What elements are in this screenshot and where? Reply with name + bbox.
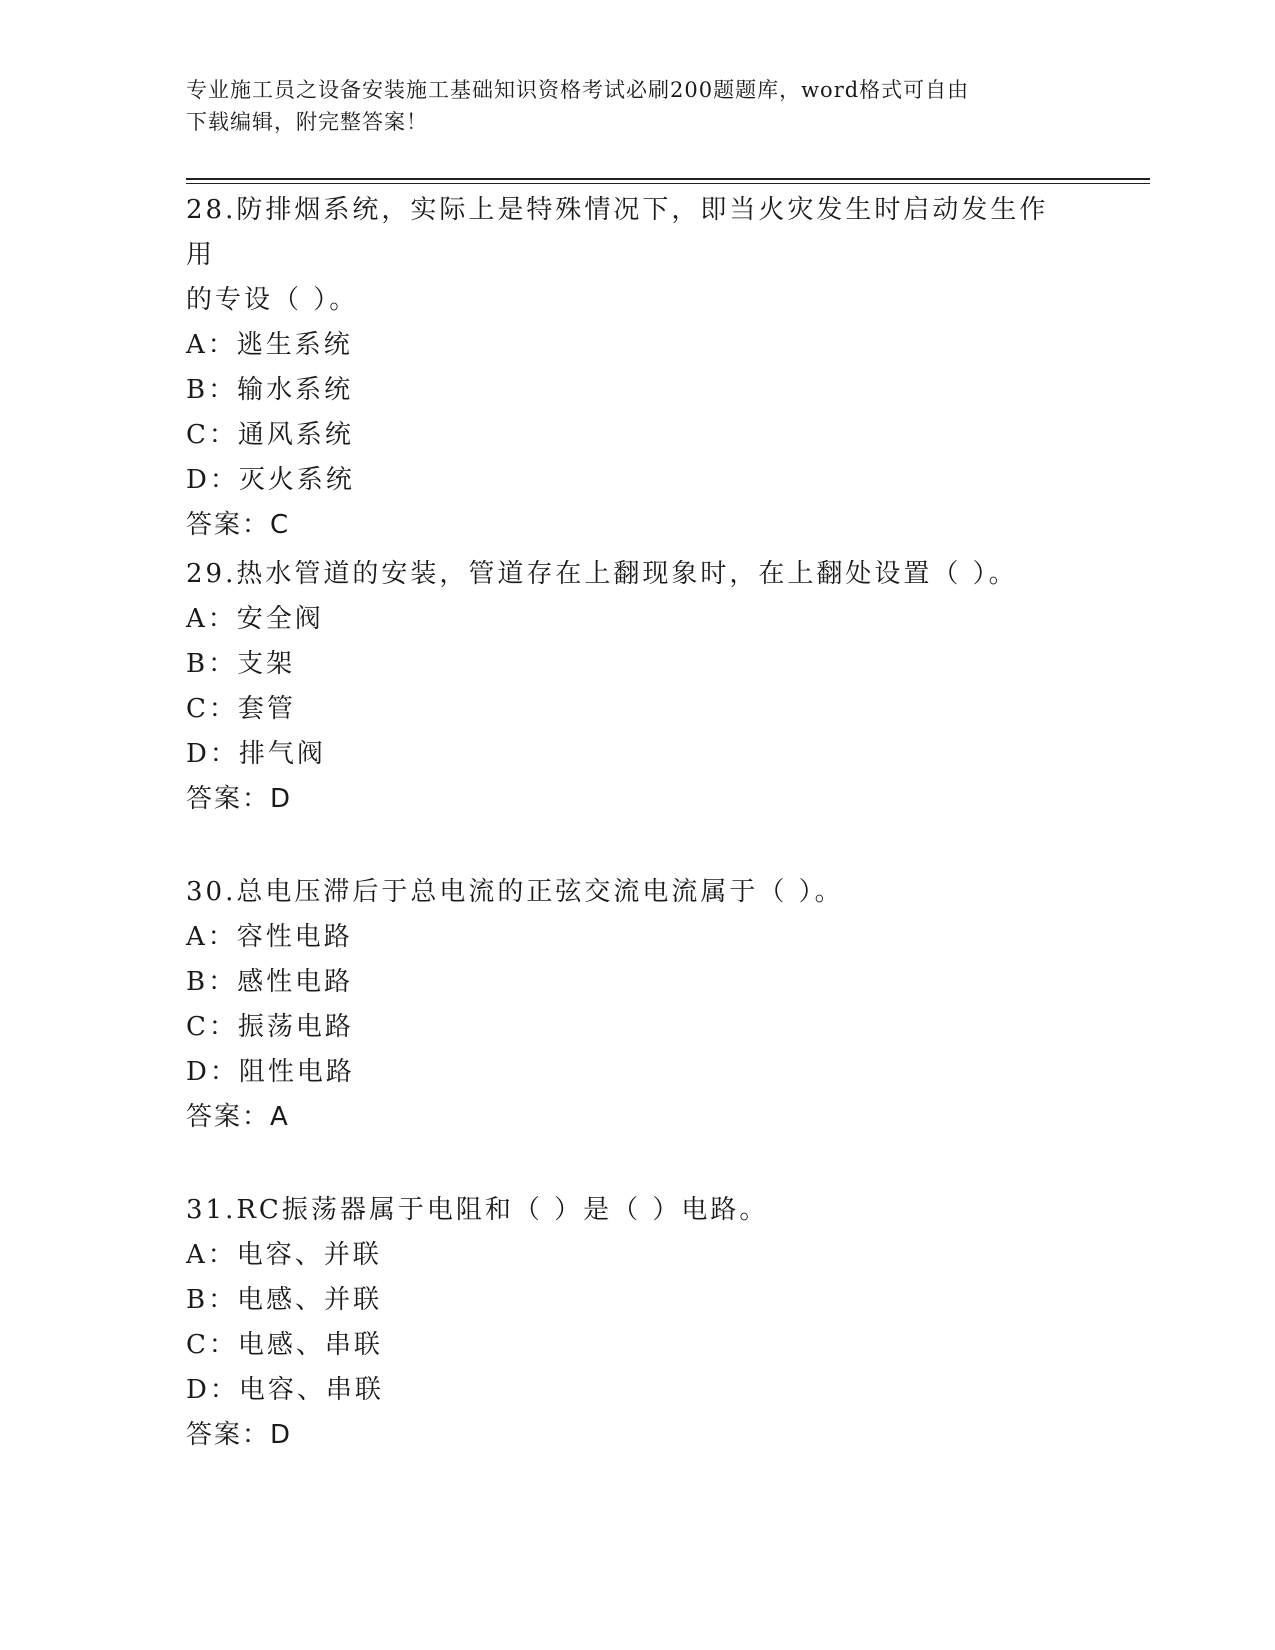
answer: 答案：C	[186, 510, 291, 540]
header-divider-thin	[186, 183, 1150, 184]
question-29	[186, 552, 1076, 822]
question-stem: 30.总电压滞后于总电流的正弦交流电流属于（ ）。	[186, 877, 844, 907]
option-b: B：支架	[186, 649, 296, 679]
question-28	[186, 188, 1076, 548]
option-d: D：阻性电路	[186, 1057, 355, 1087]
option-d: D：灭火系统	[186, 465, 355, 495]
header-divider-thick	[186, 178, 1150, 180]
option-a: A：容性电路	[186, 922, 353, 952]
header-line-2: 下载编辑，附完整答案！	[186, 110, 428, 134]
option-d: D：排气阀	[186, 739, 326, 769]
answer: 答案：A	[186, 1102, 290, 1132]
answer: 答案：D	[186, 784, 293, 814]
option-c: C：通风系统	[186, 420, 354, 450]
question-stem: 29.热水管道的安装，管道存在上翻现象时，在上翻处设置（ ）。	[186, 559, 1018, 589]
question-stem: 28.防排烟系统，实际上是特殊情况下，即当火灾发生时启动发生作用	[186, 195, 1049, 270]
question-stem: 31.RC振荡器属于电阻和（ ）是（ ）电路。	[186, 1195, 769, 1225]
option-c: C：振荡电路	[186, 1012, 354, 1042]
option-a: A：安全阀	[186, 604, 324, 634]
question-stem-continued: 的专设（ ）。	[186, 285, 359, 315]
option-b: B：输水系统	[186, 375, 354, 405]
option-b: B：感性电路	[186, 967, 354, 997]
document-header	[186, 74, 1066, 138]
option-c: C：电感、串联	[186, 1330, 383, 1360]
option-a: A：电容、并联	[186, 1240, 382, 1270]
option-c: C：套管	[186, 694, 296, 724]
question-30	[186, 870, 1076, 1140]
option-d: D：电容、串联	[186, 1375, 384, 1405]
answer: 答案：D	[186, 1420, 293, 1450]
option-a: A：逃生系统	[186, 330, 353, 360]
header-line-1: 专业施工员之设备安装施工基础知识资格考试必刷200题题库，word格式可自由	[186, 78, 970, 102]
option-b: B：电感、并联	[186, 1285, 383, 1315]
question-31	[186, 1188, 1076, 1458]
